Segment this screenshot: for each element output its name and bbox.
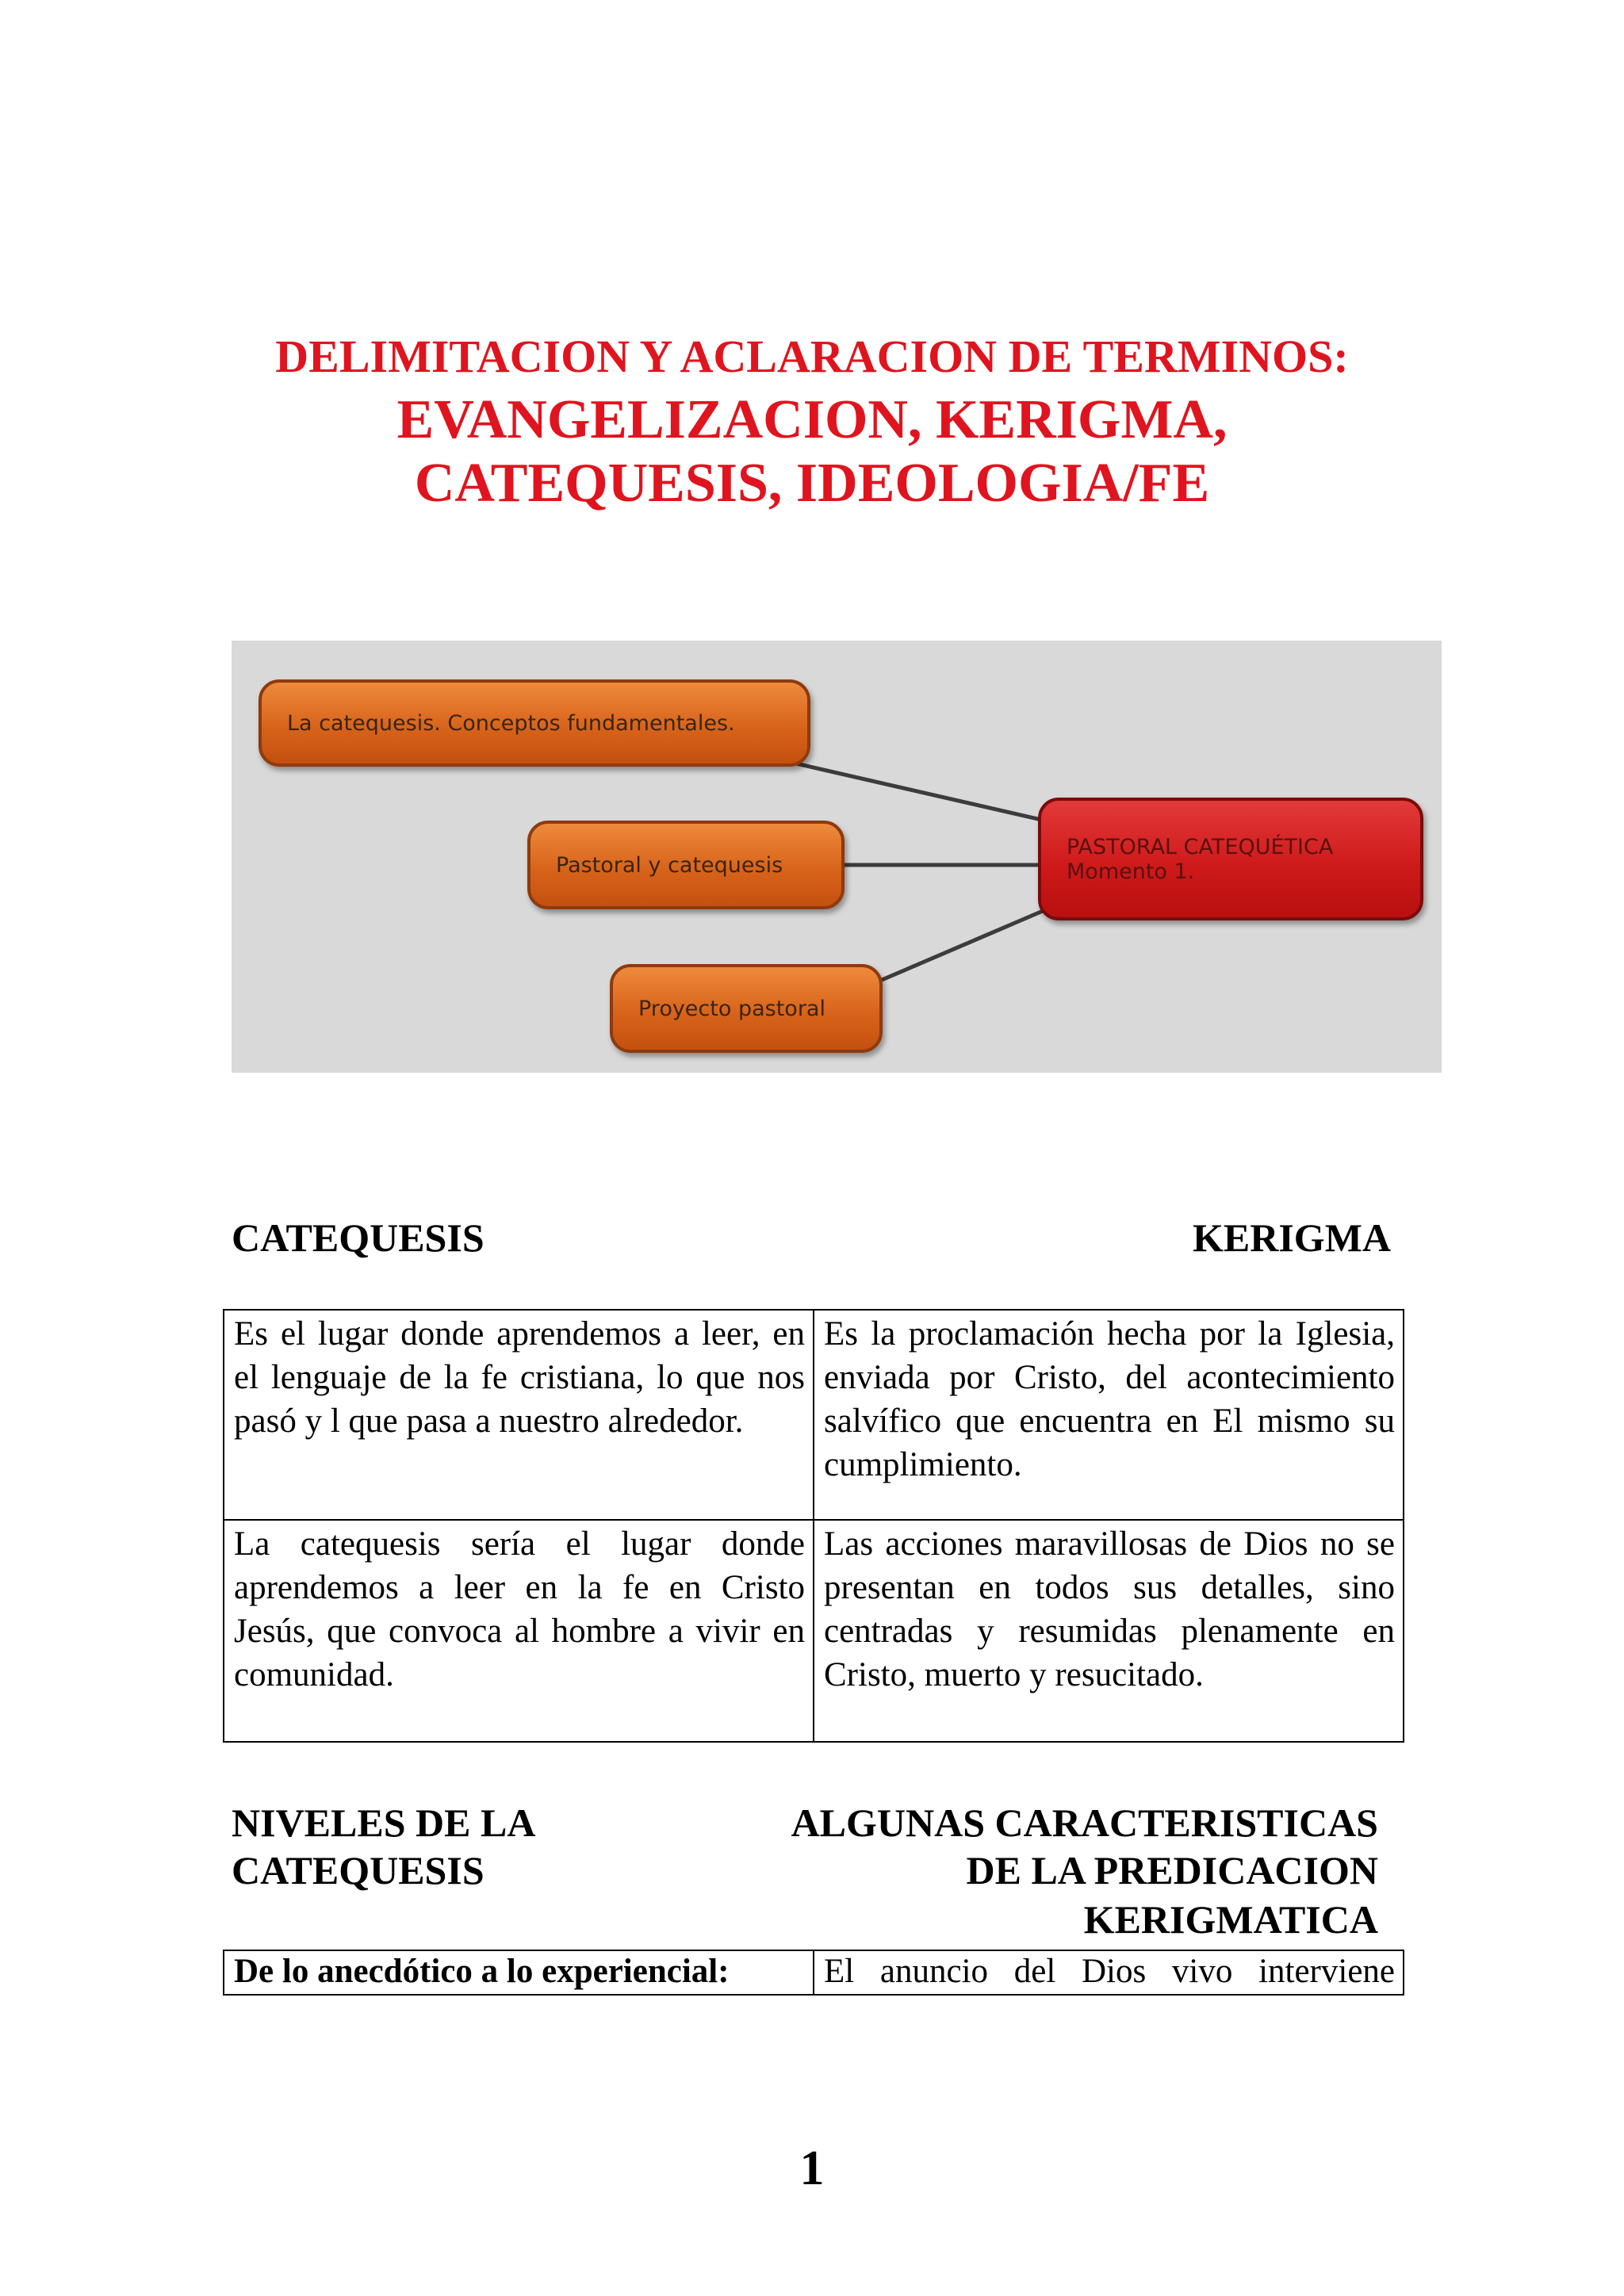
title-line-1: DELIMITACION Y ACLARACION DE TERMINOS: — [275, 331, 1349, 382]
heading-caracteristicas-line-2: DE LA PREDICACION — [966, 1848, 1378, 1892]
comparison-table — [223, 1309, 1404, 1743]
cell-kerigma: Las acciones maravillosas de Dios no se presentan en todos sus detalles, sino centradas y resumidas plenamente en Cristo, muerto y resucitado. — [814, 1520, 1404, 1742]
cell-kerigma: Es la proclamación hecha por la Iglesia, enviada por Cristo, del acontecimiento salvífico que encuentra en El mismo su cumplimiento. — [814, 1310, 1404, 1520]
cell-caracteristica: El anuncio del Dios vivo interviene — [814, 1950, 1404, 1995]
niveles-table — [223, 1950, 1404, 1996]
connector-line-3 — [882, 909, 1048, 980]
node-pastoral-catequesis — [527, 821, 845, 909]
title-line-2: EVANGELIZACION, KERIGMA, — [396, 389, 1228, 450]
node-proyecto-pastoral — [610, 964, 883, 1053]
table-row — [224, 1310, 1404, 1520]
node-catequesis-conceptos-label: La catequesis. Conceptos fundamentales. — [287, 710, 735, 736]
node-pastoral-catequetica-subtitle: Momento 1. — [1067, 859, 1195, 884]
heading-niveles-line-2: CATEQUESIS — [232, 1848, 485, 1892]
cell-catequesis: Es el lugar donde aprendemos a leer, en el lenguaje de la fe cristiana, lo que nos pasó y l que pasa a nuestro alrededor. — [224, 1310, 814, 1520]
page-number: 1 — [799, 2141, 825, 2195]
table-row — [224, 1520, 1404, 1742]
node-pastoral-catequetica — [1038, 798, 1423, 920]
heading-caracteristicas-line-3: KERIGMATICA — [1083, 1897, 1378, 1942]
concept-map-image — [232, 641, 1442, 1073]
node-pastoral-catequesis-label: Pastoral y catequesis — [556, 852, 783, 878]
cell-nivel: De lo anecdótico a lo experiencial: — [224, 1950, 814, 1995]
table-row — [224, 1950, 1404, 1995]
heading-kerigma: KERIGMA — [1193, 1215, 1391, 1260]
title-line-3: CATEQUESIS, IDEOLOGIA/FE — [414, 453, 1210, 514]
node-pastoral-catequetica-title: PASTORAL CATEQUÉTICA — [1067, 834, 1334, 859]
node-catequesis-conceptos — [259, 679, 810, 767]
heading-caracteristicas-line-1: ALGUNAS CARACTERISTICAS — [791, 1800, 1378, 1845]
cell-catequesis: La catequesis sería el lugar donde aprendemos a leer en la fe en Cristo Jesús, que convoca al hombre a vivir en comunidad. — [224, 1520, 814, 1742]
node-proyecto-pastoral-label: Proyecto pastoral — [638, 996, 825, 1021]
heading-catequesis: CATEQUESIS — [232, 1215, 485, 1260]
heading-niveles-line-1: NIVELES DE LA — [232, 1800, 536, 1845]
